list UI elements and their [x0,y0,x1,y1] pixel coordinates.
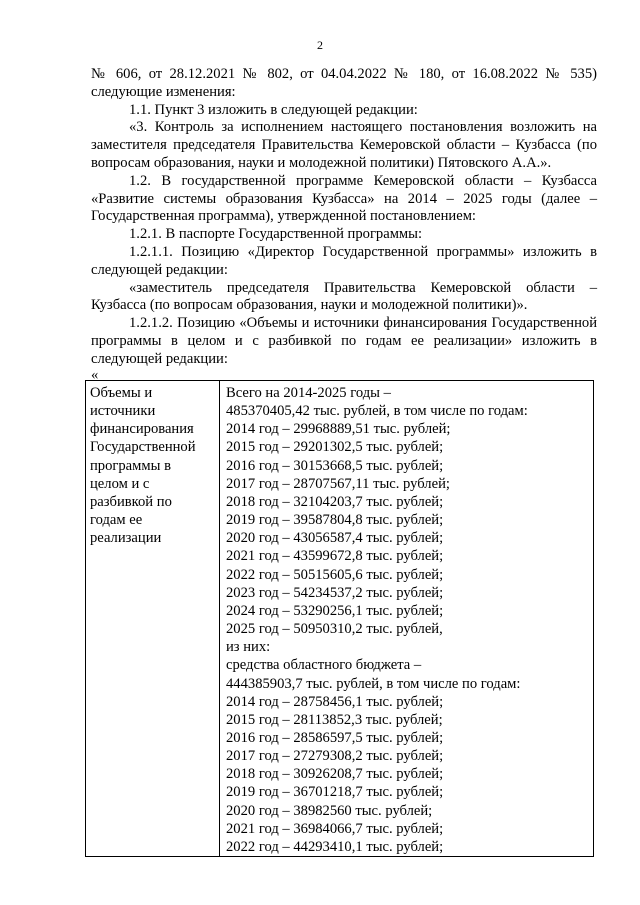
funding-value-line: 2024 год – 53290256,1 тыс. рублей; [226,602,444,619]
funding-value-line: 485370405,42 тыс. рублей, в том числе по годам: [226,403,528,420]
funding-label-line: реализации [90,530,162,547]
funding-label-line: целом и с [90,475,150,492]
paragraph-item-1-2: 1.2. В государственной программе Кемеровской области – Кузбасса «Развитие системы образования Кузбасса» на 2014 – 2025 годы (далее – Государственная программа), утвержденной постановлением: [91,172,597,225]
quote-open-mark: « [91,367,99,383]
funding-value-line: средства областного бюджета – [226,657,422,674]
funding-label-line: источники [90,403,156,420]
funding-value-line: 2025 год – 50950310,2 тыс. рублей, [226,621,443,638]
funding-label-line: Объемы и [90,385,153,401]
funding-label-line: финансирования [90,421,194,438]
paragraph-continuation: № 606, от 28.12.2021 № 802, от 04.04.2022 № 180, от 16.08.2022 № 535) следующие изменения: [91,66,597,100]
funding-value-line: 2021 год – 43599672,8 тыс. рублей; [226,548,444,565]
funding-value-line: 2018 год – 32104203,7 тыс. рублей; [226,493,444,510]
paragraph-item-1-2-1-1: 1.2.1.1. Позицию «Директор Государственной программы» изложить в следующей редакции: [91,243,597,278]
funding-value-line: 2020 год – 38982560 тыс. рублей; [226,802,433,819]
funding-value-line: 2023 год – 54234537,2 тыс. рублей; [226,584,444,601]
funding-value-line: 2017 год – 27279308,2 тыс. рублей; [226,748,444,765]
document-body [91,66,597,369]
funding-value-line: 2020 год – 43056587,4 тыс. рублей; [226,530,444,547]
funding-value-cell [220,381,594,857]
paragraph-quote-control: «3. Контроль за исполнением настоящего постановления возложить на заместителя председателя Правительства Кемеровской области – Кузбасса (по вопросам образования, науки и молодежной политики) Пятовского А.А.». [91,119,597,171]
funding-value-line: 444385903,7 тыс. рублей, в том числе по годам: [226,675,521,692]
funding-value-line: 2014 год – 28758456,1 тыс. рублей; [226,693,444,710]
funding-label-cell [86,381,220,857]
funding-label-line: Государственной [90,439,196,456]
funding-value-line: 2021 год – 36984066,7 тыс. рублей; [226,820,444,837]
funding-value-line: 2015 год – 28113852,3 тыс. рублей; [226,711,443,728]
funding-value-line: 2022 год – 50515605,6 тыс. рублей; [226,566,444,583]
funding-value-line: 2016 год – 28586597,5 тыс. рублей; [226,729,444,746]
paragraph-quote-director: «заместитель председателя Правительства Кемеровской области – Кузбасса (по вопросам образования, науки и молодежной политики)». [91,279,597,314]
funding-label-line: годам ее [90,512,143,529]
funding-value-line: 2016 год – 30153668,5 тыс. рублей; [226,457,444,474]
funding-label-line: разбивкой по [90,493,172,510]
funding-value-line: Всего на 2014-2025 годы – [226,385,391,401]
page-number: 2 [317,38,323,52]
funding-value-line: из них: [226,639,271,656]
funding-value-line: 2014 год – 29968889,51 тыс. рублей; [226,421,451,438]
paragraph-item-1-2-1-2: 1.2.1.2. Позицию «Объемы и источники финансирования Государственной программы в целом и с разбивкой по годам ее реализации» изложить в следующей редакции: [91,315,597,367]
funding-table [85,380,594,857]
funding-value-line: 2018 год – 30926208,7 тыс. рублей; [226,766,444,783]
funding-value-line: 2019 год – 36701218,7 тыс. рублей; [226,784,444,801]
table-row [86,381,594,857]
paragraph-item-1-1: 1.1. Пункт 3 изложить в следующей редакции: [129,101,418,118]
funding-value-line: 2022 год – 44293410,1 тыс. рублей; [226,838,444,855]
funding-value-line: 2019 год – 39587804,8 тыс. рублей; [226,512,444,529]
funding-value-line: 2017 год – 28707567,11 тыс. рублей; [226,475,450,492]
paragraph-item-1-2-1: 1.2.1. В паспорте Государственной программы: [129,226,423,243]
funding-label-line: программы в [90,457,171,474]
funding-value-line: 2015 год – 29201302,5 тыс. рублей; [226,439,444,456]
